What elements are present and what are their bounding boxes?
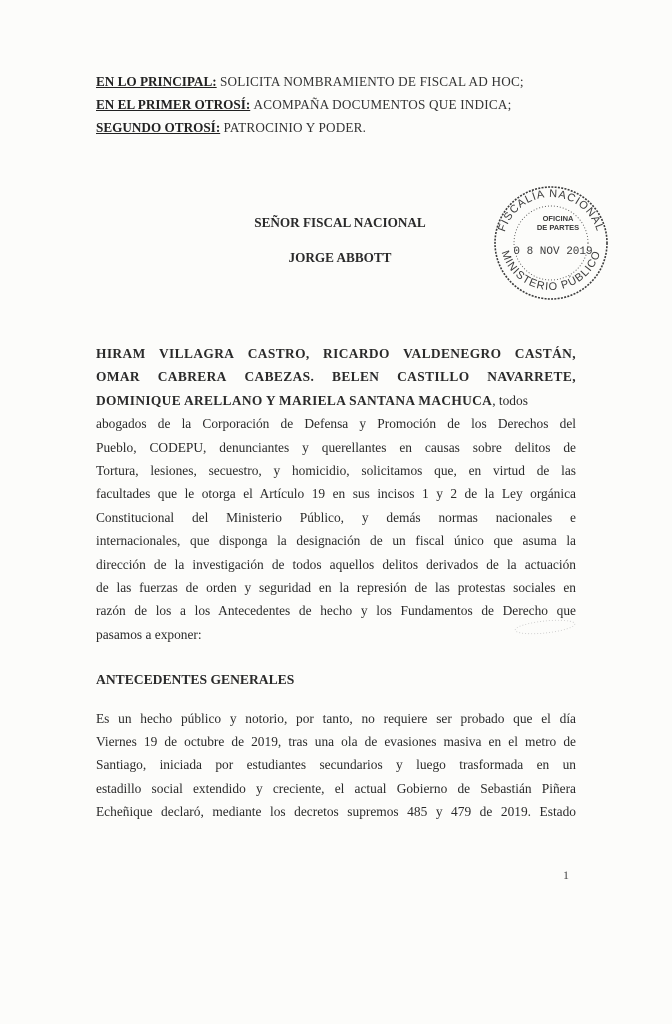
stamp-date: 0 8 NOV 2019 [513,246,593,258]
body-line: abogados de la Corporación de Defensa y Promoción de los Derechos del [96,416,576,432]
body-line: Pueblo, CODEPU, denunciantes y querellantes en causas sobre delitos de [96,439,576,455]
addressee-title: SEÑOR FISCAL NACIONAL [254,215,426,230]
addressee-name: JORGE ABBOTT [288,250,392,265]
name-word: CASTRO, [247,346,310,361]
section-paragraph [96,707,576,823]
reception-stamp [486,183,616,303]
section-line: Santiago, iniciada por estudiantes secundarios y luego trasformada en un [96,757,576,773]
section-title: ANTECEDENTES GENERALES [96,672,295,687]
heading-otrosi2-key: SEGUNDO OTROSÍ: [96,120,221,135]
names-line-1 [96,342,576,365]
names-line-3 [96,389,576,412]
name-word: BELEN [331,369,380,385]
section-line: Echeñique declaró, mediante los decretos supremos 485 y 479 de 2019. Estado [96,803,576,819]
body-line: facultades que le otorga el Artículo 19 en sus incisos 1 y 2 de la Ley orgánica [96,486,576,502]
heading-otrosi1-key: EN EL PRIMER OTROSÍ: [96,97,251,112]
name-word: VILLAGRA [158,346,235,361]
page-number: 1 [563,868,569,882]
section-line: Viernes 19 de octubre de 2019, tras una ola de evasiones masiva en el metro de [96,734,576,750]
name-word: CABEZAS. [244,369,315,385]
name-word: CASTÁN, [514,346,576,361]
section-line: estadillo social extendido y creciente, el actual Gobierno de Sebastián Piñera [96,780,576,796]
body-line: Tortura, lesiones, secuestro, y homicidio, solicitamos que, en virtud de las [96,463,576,479]
name-word: OMAR [96,369,140,385]
stamp-top-text: FISCALÍA NACIONAL [496,187,606,234]
stamp-inner-line2: DE PARTES [536,223,580,232]
name-word: CASTILLO [397,369,470,385]
body-line: internacionales, que disponga la designación de un fiscal único que asuma la [96,533,576,549]
name-word: VALDENEGRO [403,346,502,361]
names-line-2 [96,365,576,388]
body-line: pasamos a exponer: [96,626,202,642]
heading-otrosi1-value: ACOMPAÑA DOCUMENTOS QUE INDICA; [253,97,512,112]
name-word: RICARDO [323,346,390,361]
name-word: HIRAM [96,346,146,361]
body-line: razón de los a los Antecedentes de hecho y los Fundamentos de Derecho que [96,603,576,619]
heading-line-principal [96,70,576,93]
name-word: CABRERA [157,369,227,385]
heading-otrosi2-value: PATROCINIO Y PODER. [223,120,367,135]
heading-principal-key: EN LO PRINCIPAL: [96,74,217,89]
heading-line-otrosi2 [96,116,576,139]
section-line: Es un hecho público y notorio, por tanto, no requiere ser probado que el día [96,711,576,726]
names-line-3-bold: DOMINIQUE ARELLANO Y MARIELA SANTANA MACHUCA [96,392,493,408]
body-line: dirección de la investigación de todos aquellos delitos derivados de la actuación [96,556,576,572]
body-text-lines [96,412,576,646]
names-line-3-tail: , todos [492,392,528,408]
scan-smudge [510,614,580,640]
heading-block [96,70,576,139]
heading-line-otrosi1 [96,93,576,116]
heading-principal-value: SOLICITA NOMBRAMIENTO DE FISCAL AD HOC; [219,74,524,89]
stamp-inner-line1: OFICINA [542,214,574,223]
body-paragraph [96,342,576,646]
name-word: NAVARRETE, [487,369,576,385]
stamp-bottom-text: MINISTERIO PÚBLICO [498,248,604,294]
body-line: Constitucional del Ministerio Público, y demás normas nacionales e [96,509,576,525]
body-line: de las fuerzas de orden y seguridad en la represión de las protestas sociales en [96,580,576,596]
